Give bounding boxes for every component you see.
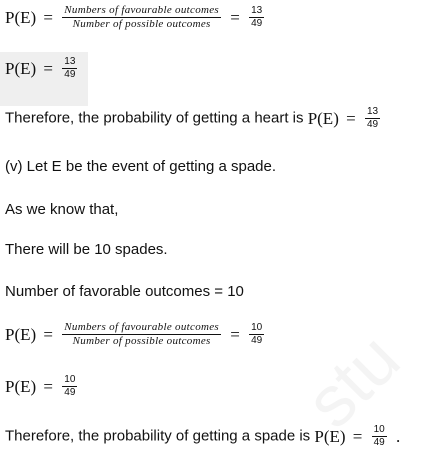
equals-sign: = <box>43 58 54 78</box>
fraction-definition <box>62 4 221 30</box>
equals-sign: = <box>43 7 54 27</box>
equals-sign: = <box>230 7 240 27</box>
favorable-outcomes-text: Number of favorable outcomes = 10 <box>5 283 244 300</box>
fraction-definition <box>62 321 221 347</box>
equals-sign: = <box>346 108 356 128</box>
fraction-10-49: $\frac{10}{49}$ <box>251 322 263 346</box>
pe-label: P(E) <box>5 376 37 396</box>
equals-sign: = <box>352 426 363 446</box>
fraction-10-49: $\frac{10}{49}$ <box>64 374 76 398</box>
formula-spade-result <box>5 374 79 398</box>
as-we-know-text: As we know that, <box>5 201 119 218</box>
pe-label: P(E) <box>5 324 37 344</box>
fraction-numerator: Numbers of favourable outcomes <box>64 321 219 333</box>
equals-sign: = <box>230 324 240 344</box>
equals-sign: = <box>43 324 54 344</box>
fraction-denominator: Number of possible outcomes <box>72 334 211 347</box>
fraction-denominator: Number of possible outcomes <box>72 17 211 30</box>
pe-label: P(E) <box>307 108 339 128</box>
period: . <box>396 426 401 446</box>
section-v-heading: (v) Let E be the event of getting a spade. <box>5 158 277 175</box>
fraction-numerator: Numbers of favourable outcomes <box>64 4 219 16</box>
pe-label: P(E) <box>314 426 346 446</box>
fraction-10-49: $\frac{10}{49}$ <box>373 424 385 448</box>
heart-conclusion <box>5 106 382 130</box>
conclusion-text: Therefore, the probability of getting a heart is <box>5 109 304 127</box>
fraction-13-49: $\frac{13}{49}$ <box>64 56 76 80</box>
spade-conclusion <box>5 424 403 448</box>
fraction-13-49: $\frac{13}{49}$ <box>366 106 379 130</box>
pe-label: P(E) <box>5 7 37 27</box>
fraction-13-49: $\frac{13}{49}$ <box>251 5 263 29</box>
formula-heart-full <box>5 4 266 30</box>
conclusion-text: Therefore, the probability of getting a spade is <box>5 427 311 445</box>
pe-label: P(E) <box>5 58 37 78</box>
formula-heart-result <box>5 56 79 80</box>
spades-count-text: There will be 10 spades. <box>5 241 168 258</box>
equals-sign: = <box>43 376 54 396</box>
formula-spade-full <box>5 321 266 347</box>
